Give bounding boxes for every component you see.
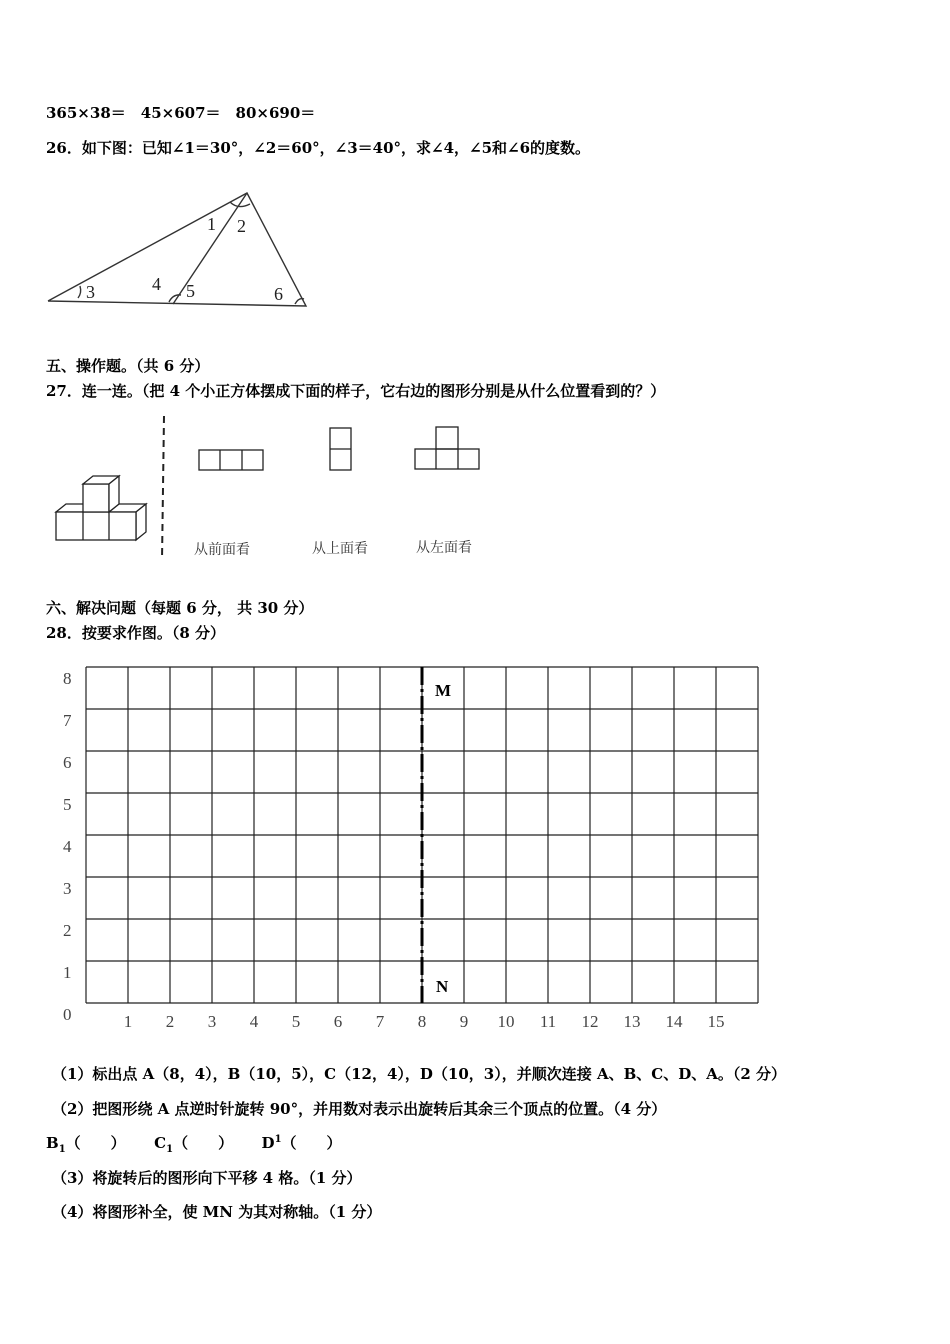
x-tick-label: 10 bbox=[497, 1012, 515, 1031]
x-tick-label: 3 bbox=[207, 1012, 217, 1031]
q28-answer-line bbox=[46, 1132, 342, 1155]
answer-d-blank[interactable]: （ ） bbox=[281, 1134, 342, 1152]
answer-d-letter: D bbox=[261, 1134, 275, 1152]
x-tick-label: 11 bbox=[539, 1012, 557, 1031]
left-view-shape bbox=[415, 427, 479, 469]
top-view-label: 从上面看 bbox=[312, 542, 368, 557]
angle-label-4: 4 bbox=[152, 274, 161, 294]
cube-views-figure bbox=[48, 410, 508, 570]
y-tick-label: 5 bbox=[63, 795, 72, 814]
label-m: M bbox=[435, 681, 452, 700]
x-tick-label: 6 bbox=[333, 1012, 343, 1031]
x-tick-label: 14 bbox=[665, 1012, 683, 1031]
q28-sub1: （1）标出点 A（8，4），B（10，5），C（12，4），D（10，3），并顺次连接 A、B、C、D、A。（2 分） bbox=[52, 1065, 787, 1083]
triangle-figure bbox=[40, 185, 330, 320]
q28-sub2: （2）把图形绕 A 点逆时针旋转 90°，并用数对表示出旋转后其余三个顶点的位置。（4 分） bbox=[52, 1100, 667, 1118]
left-view-label: 从左面看 bbox=[416, 541, 472, 556]
front-view-label: 从前面看 bbox=[194, 543, 250, 558]
label-n: N bbox=[436, 977, 449, 996]
y-tick-label: 7 bbox=[63, 711, 72, 730]
x-tick-label: 9 bbox=[459, 1012, 469, 1031]
top-view-shape bbox=[330, 428, 351, 470]
x-tick-label: 1 bbox=[123, 1012, 133, 1031]
answer-c-blank[interactable]: （ ） bbox=[173, 1134, 234, 1152]
y-tick-label: 3 bbox=[63, 879, 72, 898]
front-view-shape bbox=[199, 450, 263, 470]
coordinate-grid bbox=[0, 650, 950, 1045]
x-tick-label: 5 bbox=[291, 1012, 301, 1031]
x-tick-label: 13 bbox=[623, 1012, 641, 1031]
x-tick-label: 8 bbox=[417, 1012, 427, 1031]
answer-b-letter: B bbox=[46, 1134, 59, 1152]
x-tick-label: 12 bbox=[581, 1012, 599, 1031]
cube-stack-icon bbox=[56, 476, 146, 540]
answer-b-blank[interactable]: （ ） bbox=[65, 1134, 126, 1152]
answer-c-letter: C bbox=[154, 1134, 167, 1152]
angle-label-3: 3 bbox=[86, 282, 95, 302]
x-tick-label: 7 bbox=[375, 1012, 385, 1031]
angle-label-5: 5 bbox=[186, 281, 195, 301]
q28-question: 28．按要求作图。（8 分） bbox=[46, 624, 226, 642]
y-tick-label: 8 bbox=[63, 669, 72, 688]
y-tick-label: 2 bbox=[63, 921, 72, 940]
y-tick-label: 1 bbox=[63, 963, 72, 982]
q28-sub4: （4）将图形补全，使 MN 为其对称轴。（1 分） bbox=[52, 1203, 382, 1221]
section5-heading: 五、操作题。（共 6 分） bbox=[46, 357, 210, 375]
answer-d-superscript: 1 bbox=[274, 1134, 282, 1145]
angle-label-6: 6 bbox=[274, 284, 283, 304]
q26-question: 26．如下图：已知∠1＝30°，∠2＝60°，∠3＝40°，求∠4，∠5和∠6的度数。 bbox=[46, 139, 591, 157]
section6-heading: 六、解决问题（每题 6 分， 共 30 分） bbox=[46, 599, 314, 617]
answer-b-subscript: 1 bbox=[58, 1144, 66, 1155]
x-tick-label: 2 bbox=[165, 1012, 175, 1031]
angle-label-2: 2 bbox=[237, 216, 246, 236]
y-tick-label: 6 bbox=[63, 753, 72, 772]
y-tick-label: 4 bbox=[63, 837, 72, 856]
q28-sub3: （3）将旋转后的图形向下平移 4 格。（1 分） bbox=[52, 1169, 362, 1187]
angle-label-1: 1 bbox=[207, 214, 216, 234]
x-tick-label: 15 bbox=[707, 1012, 725, 1031]
q27-question: 27．连一连。（把 4 个小正方体摆成下面的样子，它右边的图形分别是从什么位置看到的？） bbox=[46, 382, 666, 400]
q25-expressions: 365×38＝ 45×607＝ 80×690＝ bbox=[46, 104, 316, 122]
x-tick-label: 4 bbox=[249, 1012, 259, 1031]
answer-c-subscript: 1 bbox=[166, 1144, 174, 1155]
y-tick-label: 0 bbox=[63, 1005, 72, 1024]
